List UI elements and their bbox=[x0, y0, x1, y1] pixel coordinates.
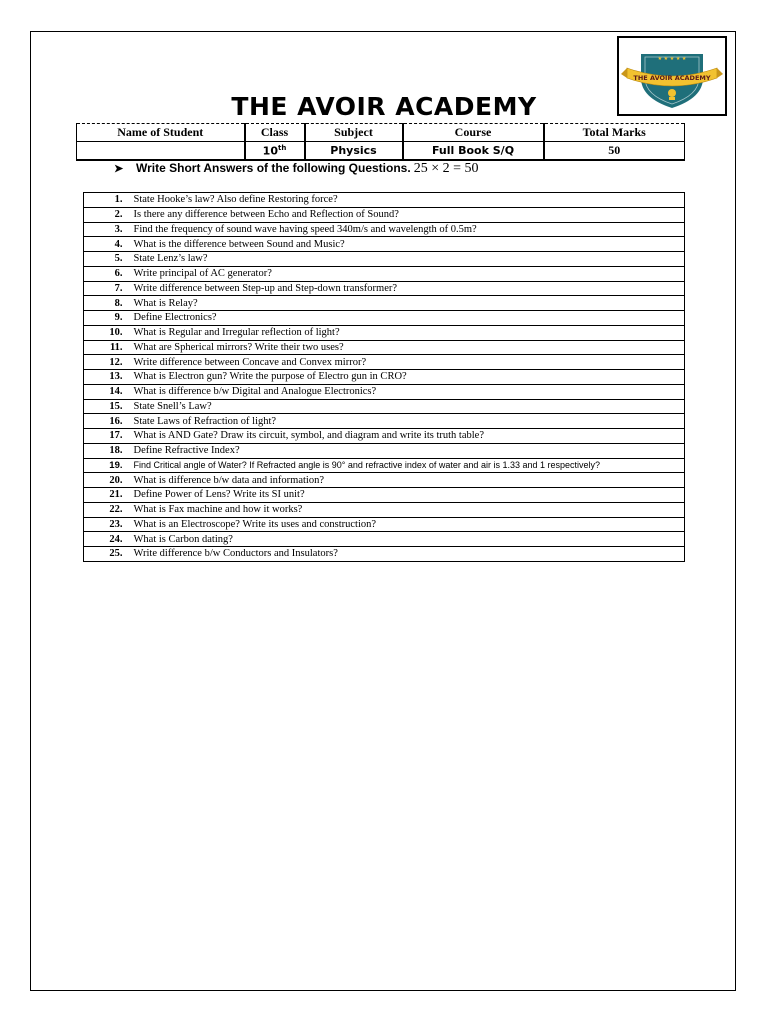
question-text: Define Refractive Index? bbox=[129, 443, 685, 458]
question-number: 9. bbox=[84, 311, 129, 326]
question-number: 6. bbox=[84, 266, 129, 281]
class-header: Class bbox=[245, 124, 305, 142]
page-title: THE AVOIR ACADEMY bbox=[231, 92, 537, 121]
question-text: State Laws of Refraction of light? bbox=[129, 414, 685, 429]
question-number: 18. bbox=[84, 443, 129, 458]
question-row bbox=[84, 252, 685, 267]
question-number: 19. bbox=[84, 458, 129, 473]
question-number: 3. bbox=[84, 222, 129, 237]
question-text: State Lenz’s law? bbox=[129, 252, 685, 267]
question-row bbox=[84, 458, 685, 473]
question-number: 22. bbox=[84, 502, 129, 517]
question-number: 24. bbox=[84, 532, 129, 547]
question-number: 7. bbox=[84, 281, 129, 296]
question-number: 2. bbox=[84, 207, 129, 222]
marks-formula: 25 × 2 = 50 bbox=[413, 161, 479, 176]
question-number: 8. bbox=[84, 296, 129, 311]
question-text: What is Fax machine and how it works? bbox=[129, 502, 685, 517]
question-row bbox=[84, 384, 685, 399]
question-row bbox=[84, 399, 685, 414]
question-text: Write difference between Concave and Convex mirror? bbox=[129, 355, 685, 370]
question-text: What is the difference between Sound and Music? bbox=[129, 237, 685, 252]
instruction-line bbox=[114, 161, 478, 177]
question-text: What is Electron gun? Write the purpose of Electro gun in CRO? bbox=[129, 370, 685, 385]
logo-text: THE AVOIR ACADEMY bbox=[633, 74, 711, 82]
question-text: What is Regular and Irregular reflection of light? bbox=[129, 325, 685, 340]
question-text: Find the frequency of sound wave having speed 340m/s and wavelength of 0.5m? bbox=[129, 222, 685, 237]
question-text: State Hooke’s law? Also define Restoring force? bbox=[129, 193, 685, 208]
question-number: 12. bbox=[84, 355, 129, 370]
question-row bbox=[84, 370, 685, 385]
question-row bbox=[84, 443, 685, 458]
question-row bbox=[84, 355, 685, 370]
question-row bbox=[84, 488, 685, 503]
question-row bbox=[84, 532, 685, 547]
question-row bbox=[84, 414, 685, 429]
instruction-text: Write Short Answers of the following Questions. bbox=[136, 161, 411, 175]
course-header: Course bbox=[403, 124, 544, 142]
questions-table bbox=[83, 192, 685, 562]
name-header: Name of Student bbox=[77, 124, 245, 142]
question-text: What is difference b/w data and information? bbox=[129, 473, 685, 488]
question-row bbox=[84, 296, 685, 311]
question-text: Define Power of Lens? Write its SI unit? bbox=[129, 488, 685, 503]
question-text: What is Relay? bbox=[129, 296, 685, 311]
question-text: Write difference b/w Conductors and Insulators? bbox=[129, 547, 685, 562]
question-text: Find Critical angle of Water? If Refracted angle is 90° and refractive index of water and air is 1.33 and 1 respectively? bbox=[129, 458, 685, 473]
question-number: 1. bbox=[84, 193, 129, 208]
question-text: What is an Electroscope? Write its uses and construction? bbox=[129, 517, 685, 532]
question-row bbox=[84, 311, 685, 326]
question-row bbox=[84, 517, 685, 532]
student-info-table bbox=[76, 123, 685, 161]
svg-text:★ ★ ★ ★ ★: ★ ★ ★ ★ ★ bbox=[657, 56, 687, 62]
class-number: 10 bbox=[262, 144, 278, 158]
question-row bbox=[84, 207, 685, 222]
question-number: 23. bbox=[84, 517, 129, 532]
question-row bbox=[84, 193, 685, 208]
total-marks-header: Total Marks bbox=[544, 124, 685, 142]
arrow-bullet-icon: ➤ bbox=[114, 163, 124, 175]
question-number: 13. bbox=[84, 370, 129, 385]
student-name-field[interactable] bbox=[77, 142, 245, 161]
question-row bbox=[84, 222, 685, 237]
question-text: What is Carbon dating? bbox=[129, 532, 685, 547]
question-text: Is there any difference between Echo and Reflection of Sound? bbox=[129, 207, 685, 222]
question-row bbox=[84, 266, 685, 281]
question-number: 25. bbox=[84, 547, 129, 562]
question-row bbox=[84, 237, 685, 252]
question-row bbox=[84, 325, 685, 340]
question-number: 10. bbox=[84, 325, 129, 340]
question-text: Write principal of AC generator? bbox=[129, 266, 685, 281]
question-row bbox=[84, 281, 685, 296]
question-text: State Snell’s Law? bbox=[129, 399, 685, 414]
question-row bbox=[84, 502, 685, 517]
question-text: Write difference between Step-up and Step-down transformer? bbox=[129, 281, 685, 296]
total-marks-value: 50 bbox=[544, 142, 685, 161]
question-number: 15. bbox=[84, 399, 129, 414]
question-row bbox=[84, 429, 685, 444]
question-number: 4. bbox=[84, 237, 129, 252]
question-number: 20. bbox=[84, 473, 129, 488]
class-suffix: th bbox=[277, 143, 287, 152]
subject-header: Subject bbox=[305, 124, 403, 142]
question-number: 5. bbox=[84, 252, 129, 267]
question-number: 17. bbox=[84, 429, 129, 444]
subject-value: Physics bbox=[305, 142, 403, 161]
question-number: 21. bbox=[84, 488, 129, 503]
question-row bbox=[84, 340, 685, 355]
question-row bbox=[84, 473, 685, 488]
question-number: 11. bbox=[84, 340, 129, 355]
question-number: 16. bbox=[84, 414, 129, 429]
question-row bbox=[84, 547, 685, 562]
question-text: What are Spherical mirrors? Write their two uses? bbox=[129, 340, 685, 355]
course-value: Full Book S/Q bbox=[403, 142, 544, 161]
question-text: Define Electronics? bbox=[129, 311, 685, 326]
class-value bbox=[245, 142, 305, 161]
question-number: 14. bbox=[84, 384, 129, 399]
question-text: What is AND Gate? Draw its circuit, symbol, and diagram and write its truth table? bbox=[129, 429, 685, 444]
question-text: What is difference b/w Digital and Analogue Electronics? bbox=[129, 384, 685, 399]
